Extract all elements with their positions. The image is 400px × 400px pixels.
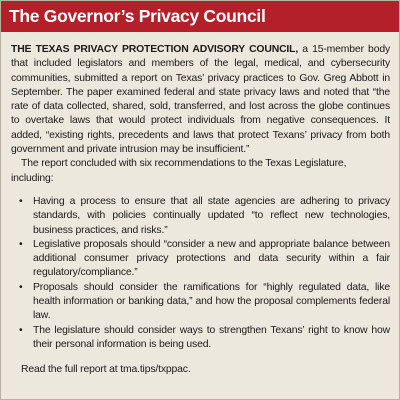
bullet: • <box>19 195 23 207</box>
lead-caps: THE TEXAS PRIVACY PROTECTION ADVISORY COUNCIL, <box>11 44 299 55</box>
list-item-text: Legislative proposals should “consider a new and appropriate balance between additional consumer privacy protections and data security within a fair regulatory/compliance.” <box>33 238 390 279</box>
lead-body: a 15-member body that included legislators and members of the legal, medical, and cybersecurity communities, submitted a report on Texas’ privacy practices to Gov. Greg Abbott in September. The paper examined federal and state privacy laws and noted that “the rate of data collected, shared, sold, transferred, and lost across the globe continues to overtake laws that would protect individuals from negative consequences. It added, “existing rights, precedents and laws that protect Texans’ privacy from both government and private intrusion may be insufficient.” <box>11 44 390 156</box>
bullet: • <box>19 324 23 336</box>
recommendations-intro: The report concluded with six recommendations to the Texas Legislature, including: <box>11 158 347 184</box>
sidebar-content <box>1 32 399 378</box>
list-item <box>11 324 390 353</box>
report-link-note: Read the full report at tma.tips/txppac. <box>21 364 191 376</box>
title-bar <box>1 1 399 32</box>
bullet: • <box>19 281 23 293</box>
list-item-text: Proposals should consider the ramifications for “highly regulated data, like health information or banking data,” and how the proposal complements federal law. <box>33 281 390 322</box>
bullet: • <box>19 238 23 250</box>
recommendations-list <box>11 195 390 352</box>
list-item-text: The legislature should consider ways to strengthen Texans’ right to know how their personal information is being used. <box>33 324 390 350</box>
lead-paragraph <box>11 43 390 157</box>
list-item-text: Having a process to ensure that all state agencies are adhering to privacy standards, with policies continually updated “to reflect new technologies, business practices, and risks.” <box>33 195 390 236</box>
list-item <box>11 238 390 281</box>
list-item <box>11 195 390 238</box>
list-item <box>11 281 390 324</box>
sidebar-title: The Governor’s Privacy Council <box>9 6 266 26</box>
